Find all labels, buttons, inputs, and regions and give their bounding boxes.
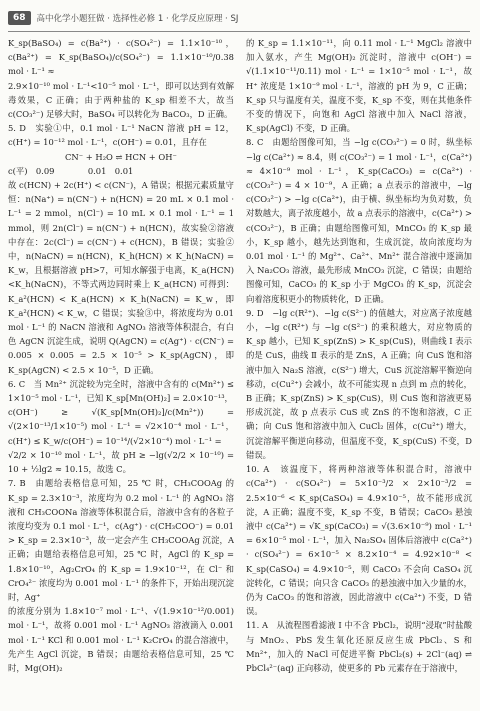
page-header (8, 7, 470, 29)
paragraph: K_sp(BaSO₄) = c(Ba²⁺) · c(SO₄²⁻) = 1.1×10⁻¹⁰，c(Ba²⁺) = K_sp(BaSO₄)/c(SO₄²⁻) = 1.1×10⁻¹⁰/0.38 mol · L⁻¹ ≈ (8, 38, 234, 77)
paragraph: 2.9×10⁻¹⁰ mol · L⁻¹<10⁻⁵ mol · L⁻¹，即可以达到有效解毒效果，C 正确；由于两种盐的 K_sp 相差不大，故当 c(CO₃²⁻) 足够大时，BaSO₄ 可以转化为 BaCO₃，D 正确。 (8, 80, 234, 120)
equation-values: c(平) 0.09 0.01 0.01 (8, 165, 134, 176)
paragraph: 11. A 从流程图看滤液 Ⅰ 中不含 PbCl₂，说明“浸取”时盐酸与 MnO₂、PbS 发生氧化还原反应生成 PbCl₂、S 和 Mn²⁺，加入的 NaCl 可促进平衡 PbCl₂(s) + 2Cl⁻(aq) ⇌ PbCl₄²⁻(aq) 正向移动，使更多的 Pb 元素存在于溶液中， (246, 620, 472, 673)
paragraph: 故 c(HCN) + 2c(H⁺) < c(CN⁻)，A 错误；根据元素质量守恒：n(Na⁺) = n(CN⁻) + n(HCN) = 20 mL × 0.1 mol · L⁻¹ = 2 mmol，n(Cl⁻) = 10 mL × 0.1 mol · L⁻¹ = 1 mmol，则 2n(Cl⁻) = n(CN⁻) + n(HCN)，故实验②溶液中存在：2c(Cl⁻) = c(CN⁻) + c(HCN)，B 错误；实验②中，n(NaCN) = n(HCN)，K_h(HCN) × K_h(NaCN) = K_w，且根据溶液 pH>7，可知水解强于电离，K_a(HCN)<K_h(NaCN)，不等式两边同时乘上 K_a(HCN) 可得到：K_a²(HCN) < K_a(HCN) × K_h(NaCN) = K_w，即 K_a²(HCN) < K_w，C 错误；实验③中，将浓度均为 0.01 mol · L⁻¹ 的 NaCN 溶液和 AgNO₃ 溶液等体积混合，有白色 AgCN 沉淀生成，说明 Q(AgCN) = c(Ag⁺) · c(CN⁻) = 0.005 × 0.005 = 2.5 × 10⁻⁵ > K_sp(AgCN)，即 K_sp(AgCN) < 2.5 × 10⁻⁵，D 正确。 (8, 180, 234, 375)
paragraph: 的 K_sp = 1.1×10⁻¹¹，向 0.11 mol · L⁻¹ MgCl₂ 溶液中加入氨水，产生 Mg(OH)₂ 沉淀时，溶液中 c(OH⁻) = √(1.1×10⁻¹¹/0.11) mol · L⁻¹ = 1×10⁻⁵ mol · L⁻¹，故 H⁺ 浓度是 1×10⁻⁹ mol · L⁻¹，溶液的 pH 为 9，C 正确；K_sp 只与温度有关，温度不变，K_sp 不变，则在其他条件不变的情况下，向饱和 AgCl 溶液中加入 NaCl 溶液，K_sp(AgCl) 不变，D 正确。 (246, 38, 472, 134)
paragraph: 10. A 该温度下，将两种溶液等体积混合时，溶液中 c(Ca²⁺) · c(SO₄²⁻) = 5×10⁻³/2 × 2×10⁻³/2 = 2.5×10⁻⁶ < K_sp(CaSO₄) = 4.9×10⁻⁵，故不能形成沉淀，A 正确；温度不变，K_sp 不变，B 错误；CaCO₃ 悬浊液中 c(Ca²⁺) = √K_sp(CaCO₃) = √(3.6×10⁻⁹) mol · L⁻¹ = 6×10⁻⁵ mol · L⁻¹，加入 Na₂SO₄ 固体后溶液中 c(Ca²⁺) · c(SO₄²⁻) = 6×10⁻⁵ × 8.2×10⁻⁴ = 4.92×10⁻⁸ < K_sp(CaSO₄) = 4.9×10⁻⁵，则 CaCO₃ 不会向 CaSO₄ 沉淀转化，C 错误；向只含 CaCO₃ 的悬浊液中加入少量的水，仍为 CaCO₃ 的饱和溶液，因此溶液中 c(Ca²⁺) 不变，D 错误。 (246, 464, 472, 617)
paragraph: 7. B 由题给表格信息可知，25 ℃ 时，CH₃COOAg 的 K_sp = 2.3×10⁻³，浓度均为 0.2 mol · L⁻¹ 的 AgNO₃ 溶液和 CH₃COONa 溶液等体积混合后，溶液中含有的各粒子浓度均变为 0.1 mol · L⁻¹，c(Ag⁺) · c(CH₃COO⁻) = 0.01 > K_sp = 2.3×10⁻³，故一定会产生 CH₃COOAg 沉淀，A 正确；由题给表格信息可知，25 ℃ 时，AgCl 的 K_sp = 1.8×10⁻¹⁰，Ag₂CrO₄ 的 K_sp = 1.9×10⁻¹²，在 Cl⁻ 和 CrO₄²⁻ 浓度均为 0.001 mol · L⁻¹ 的条件下，开始出现沉淀时，Ag⁺ (8, 478, 234, 602)
header-rule (8, 31, 470, 32)
paragraph: 的浓度分别为 1.8×10⁻⁷ mol · L⁻¹、√(1.9×10⁻¹²/0.001) mol · L⁻¹，故将 0.001 mol · L⁻¹ AgNO₃ 溶液滴入 0.001 mol · L⁻¹ KCl 和 0.001 mol · L⁻¹ K₂CrO₄ 的混合溶液中，先产生 AgCl 沉淀，B 错误；由题给表格信息可知，25 ℃ 时，Mg(OH)₂ (8, 606, 234, 673)
page-number: 68 (8, 11, 31, 25)
paragraph: 5. D 实验①中，0.1 mol · L⁻¹ NaCN 溶液 pH = 12，c(H⁺) = 10⁻¹² mol · L⁻¹，c(OH⁻) = 0.01，且存在 (8, 123, 234, 148)
paragraph: √2/2 × 10⁻¹⁰ mol · L⁻¹，故 pH ≥ −lg(√2/2 × 10⁻¹⁰) = 10 + ½lg2 ≈ 10.15，故选 C。 (8, 449, 234, 475)
paragraph: 8. C 由题给图像可知，当 −lg c(CO₃²⁻) = 0 时，纵坐标 −lg c(Ca²⁺) ≈ 8.4，则 c(CO₃²⁻) = 1 mol · L⁻¹，c(Ca²⁺) ≈ 4×10⁻⁹ mol · L⁻¹，K_sp(CaCO₃) = c(Ca²⁺) · c(CO₃²⁻) = 4 × 10⁻⁹，A 正确；a 点表示的溶液中，−lg c(CO₃²⁻) > −lg c(Ca²⁺)，由于横、纵坐标均为负对数，负对数越大，离子浓度越小，故 a 点表示的溶液中，c(Ca²⁺) > c(CO₃²⁻)，B 正确；由题给图像可知，MnCO₃ 的 K_sp 最小，K_sp 越小，越先达到饱和，生成沉淀，故向浓度均为 0.01 mol · L⁻¹ 的 Mg²⁺、Ca²⁺、Mn²⁺ 混合溶液中逐滴加入 Na₂CO₃ 溶液，最先形成 MnCO₃ 沉淀，C 错误；由题给图像可知，CaCO₃ 的 K_sp 小于 MgCO₃ 的 K_sp，沉淀会向着溶度积更小的物质转化，D 正确。 (246, 137, 472, 304)
equation: CN⁻ + H₂O ⇌ HCN + OH⁻ (65, 151, 177, 162)
left-column (8, 36, 234, 706)
right-column (246, 36, 472, 706)
paragraph: 9. D −lg c(R²⁺)、−lg c(S²⁻) 的值越大，对应离子浓度越小，−lg c(R²⁺) 与 −lg c(S²⁻) 的乘积越大，对应物质的 K_sp 越小，已知 K_sp(ZnS) > K_sp(CuS)，则曲线 Ⅰ 表示的是 CuS，曲线 Ⅱ 表示的是 ZnS，A 正确；向 CuS 饱和溶液中加入 Na₂S 溶液，c(S²⁻) 增大，CuS 沉淀溶解平衡逆向移动，c(Cu²⁺) 会减小，故不可能实现 n 点到 m 点的转化，B 正确；K_sp(ZnS) > K_sp(CuS)，则 CuS 饱和溶液更易形成沉淀，故 p 点表示 CuS 或 ZnS 的不饱和溶液，C 正确；向 CuS 饱和溶液中加入 CuCl₂ 固体，c(Cu²⁺) 增大，沉淀溶解平衡逆向移动，但温度不变，K_sp(CuS) 不变，D 错误。 (246, 307, 472, 460)
paragraph: 6. C 当 Mn²⁺ 沉淀较为完全时，溶液中含有的 c(Mn²⁺) ≤ 1×10⁻⁵ mol · L⁻¹，已知 K_sp[Mn(OH)₂] = 2.0×10⁻¹³， (8, 378, 234, 404)
paragraph: c(OH⁻) ≥ √(K_sp[Mn(OH)₂]/c(Mn²⁺)) = √(2×10⁻¹³/1×10⁻⁵) mol · L⁻¹ = √2×10⁻⁴ mol · L⁻¹，c(H⁺) ≤ K_w/c(OH⁻) = 10⁻¹⁴/(√2×10⁻⁴) mol · L⁻¹ = (8, 407, 234, 446)
book-title: 高中化学小题狂做 · 选择性必修 1 · 化学反应原理 · SJ (36, 14, 239, 24)
